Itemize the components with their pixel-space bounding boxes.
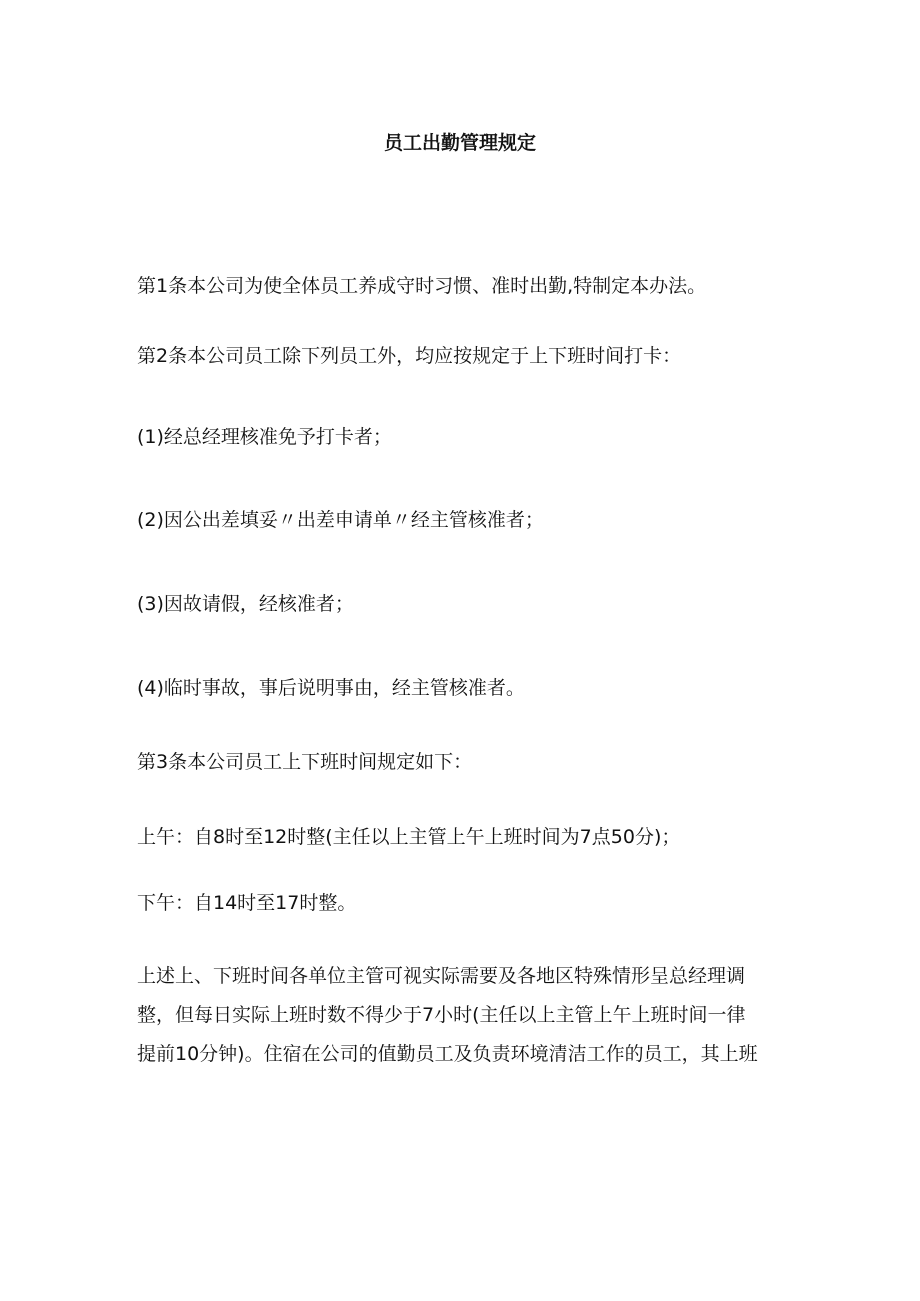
- article-3-note-line-3: 提前10分钟)。住宿在公司的值勤员工及负责环境清洁工作的员工，其上班: [137, 1043, 758, 1065]
- article-2-item-1: (1)经总经理核准免予打卡者；: [137, 426, 392, 448]
- article-2-item-4: (4)临时事故，事后说明事由，经主管核准者。: [137, 677, 525, 699]
- schedule-afternoon: 下午：自14时至17时整。: [137, 892, 357, 914]
- article-2-item-2: (2)因公出差填妥〃出差申请单〃经主管核准者；: [137, 509, 544, 531]
- article-3-note-line-1: 上述上、下班时间各单位主管可视实际需要及各地区特殊情形呈总经理调: [137, 965, 746, 987]
- article-3-note: [137, 957, 789, 1074]
- article-2: 第2条本公司员工除下列员工外，均应按规定于上下班时间打卡：: [137, 345, 682, 367]
- schedule-morning: 上午：自8时至12时整(主任以上主管上午上班时间为7点50分)；: [137, 826, 681, 848]
- article-3-note-line-2: 整，但每日实际上班时数不得少于7小时(主任以上主管上午上班时间一律: [137, 1004, 746, 1026]
- article-1: 第1条本公司为使全体员工养成守时习惯、准时出勤,特制定本办法。: [137, 275, 707, 297]
- article-2-item-3: (3)因故请假，经核准者；: [137, 593, 354, 615]
- document-title: 员工出勤管理规定: [383, 132, 536, 154]
- article-3: 第3条本公司员工上下班时间规定如下：: [137, 751, 473, 773]
